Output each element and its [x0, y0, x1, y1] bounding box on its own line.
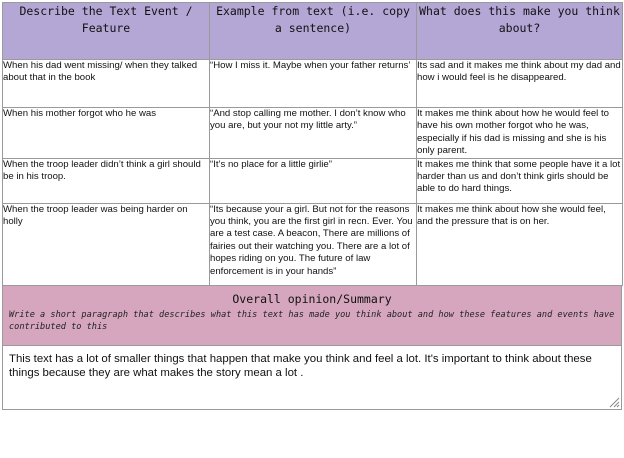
resize-grip-icon[interactable]	[608, 396, 620, 408]
summary-text[interactable]: This text has a lot of smaller things that happen that make you think and feel a lot. It's important to think about these things because they are what makes the story mean a lot .	[9, 352, 592, 380]
event-cell[interactable]: When his dad went missing/ when they talked about that in the book	[3, 60, 210, 108]
column-header-event: Describe the Text Event / Feature	[3, 3, 210, 60]
think-cell[interactable]: It makes me think that some people have it a lot harder than us and don’t think girls should be able to do hard things.	[417, 158, 623, 203]
example-cell[interactable]: “How I miss it. Maybe when your father returns’	[210, 60, 417, 108]
example-cell[interactable]: “It’s no place for a little girlie”	[210, 158, 417, 203]
column-header-think: What does this make you think about?	[417, 3, 623, 60]
table-row	[3, 203, 623, 285]
think-cell[interactable]: Its sad and it makes me think about my dad and how i would feel is he disappeared.	[417, 60, 623, 108]
table-row	[3, 108, 623, 159]
summary-text-area[interactable]	[2, 346, 622, 410]
summary-instructions: Write a short paragraph that describes what this text has made you think about and how these features and events have contributed to this	[9, 309, 615, 332]
event-cell[interactable]: When his mother forgot who he was	[3, 108, 210, 159]
example-cell[interactable]: “And stop calling me mother. I don’t know who you are, but your not my little arty.”	[210, 108, 417, 159]
think-cell[interactable]: It makes me think about how she would feel, and the pressure that is on her.	[417, 203, 623, 285]
table-row	[3, 60, 623, 108]
summary-header	[2, 286, 622, 346]
worksheet	[2, 2, 622, 410]
event-cell[interactable]: When the troop leader didn’t think a girl should be in his troop.	[3, 158, 210, 203]
text-event-table	[2, 2, 623, 286]
table-header-row	[3, 3, 623, 60]
example-cell[interactable]: “Its because your a girl. But not for the reasons you think, you are the first girl in recn. Ever. You are a test case. A beacon, There are millions of fairies out their watching you. There are a lot of hopes riding on you. The future of law enforcement is in your hands”	[210, 203, 417, 285]
table-row	[3, 158, 623, 203]
summary-title: Overall opinion/Summary	[232, 291, 392, 306]
think-cell[interactable]: It makes me think about how he would feel to have his own mother forgot who he was, especially if his dad is missing and she is his only parent.	[417, 108, 623, 159]
event-cell[interactable]: When the troop leader was being harder on holly	[3, 203, 210, 285]
column-header-example: Example from text (i.e. copy a sentence)	[210, 3, 417, 60]
